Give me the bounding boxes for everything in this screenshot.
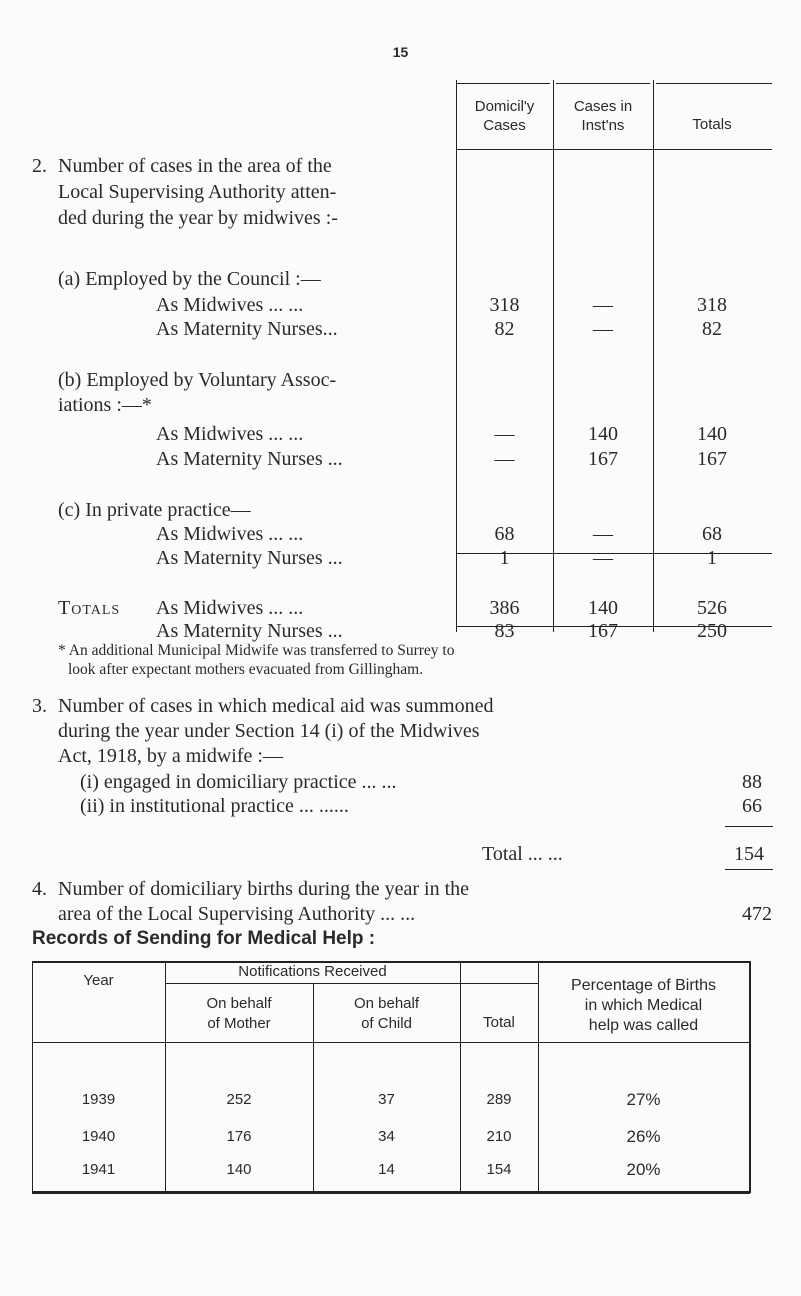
item-text-line: Act, 1918, by a midwife :— <box>58 745 283 767</box>
table-rule <box>32 961 33 1193</box>
cell-total: 82 <box>702 318 722 340</box>
header-child <box>313 994 460 1034</box>
header-percentage <box>538 976 749 1036</box>
header-child-line: On behalf <box>353 995 420 1012</box>
total-value: 154 <box>734 843 764 865</box>
footnote <box>58 641 454 679</box>
sub-item-label: (ii) in institutional practice ... ...... <box>80 795 349 817</box>
table-rule <box>32 1042 750 1043</box>
section-heading: (b) Employed by Voluntary Assoc- <box>58 369 337 391</box>
header-domiciliary: Domicil'y Cases <box>474 98 535 134</box>
table-rule <box>460 961 461 1193</box>
footnote-line: * An additional Municipal Midwife was transferred to Surrey to <box>58 642 455 659</box>
cell-domiciliary: 83 <box>494 620 515 642</box>
item-number: 4. <box>32 878 47 900</box>
table-rule <box>456 83 550 84</box>
item-value: 472 <box>742 903 772 925</box>
cell-domiciliary: 1 <box>499 547 510 569</box>
page-number: 15 <box>392 44 409 60</box>
header-mother <box>165 994 313 1034</box>
totals-label: Totals <box>58 597 121 619</box>
cell-child: 37 <box>378 1091 395 1108</box>
section-heading: (a) Employed by the Council :— <box>58 268 321 290</box>
cell-total: 526 <box>697 597 727 619</box>
cell-child: 34 <box>378 1128 395 1145</box>
sub-item-value: 88 <box>742 771 762 793</box>
cell-institutions: 167 <box>588 448 618 470</box>
header-mother-line: of Mother <box>207 1015 271 1032</box>
cell-institutions: 167 <box>588 620 618 642</box>
cell-total: 210 <box>486 1128 512 1145</box>
cell-domiciliary: 386 <box>489 597 520 619</box>
cell-percentage: 26% <box>626 1127 661 1146</box>
header-institutions: Cases in Inst'ns <box>573 98 633 134</box>
table-rule <box>460 983 538 984</box>
item-text-line: area of the Local Supervising Authority ... ... <box>58 903 416 925</box>
cell-institutions: 140 <box>588 597 618 619</box>
cell-institutions: — <box>593 318 613 340</box>
cell-percentage: 27% <box>626 1090 661 1109</box>
section-heading: (c) In private practice— <box>58 499 251 521</box>
cell-domiciliary: 82 <box>494 318 515 340</box>
cell-total: 1 <box>707 547 717 569</box>
item-text-line: Number of cases in the area of the <box>58 155 332 177</box>
item-number: 3. <box>32 695 47 717</box>
cell-year: 1941 <box>81 1161 116 1178</box>
cell-institutions: — <box>593 547 613 569</box>
sub-item-label: (i) engaged in domiciliary practice ... ... <box>80 771 397 793</box>
table-rule <box>556 83 650 84</box>
cell-total: 68 <box>702 523 722 545</box>
cell-institutions: — <box>593 294 613 316</box>
table-rule <box>32 1191 750 1194</box>
item-text-line: Number of cases in which medical aid was summoned <box>58 695 494 717</box>
table-rule <box>656 83 772 84</box>
cell-institutions: — <box>593 523 613 545</box>
item-text-line: ded during the year by midwives :- <box>58 207 338 229</box>
cell-mother: 140 <box>226 1161 252 1178</box>
table-rule <box>456 149 772 150</box>
section-title: Records of Sending for Medical Help : <box>32 928 376 949</box>
footnote-line: look after expectant mothers evacuated from Gillingham. <box>68 661 424 678</box>
cell-domiciliary: 68 <box>494 523 515 545</box>
header-percentage-line: help was called <box>588 1017 699 1034</box>
sum-rule <box>725 869 773 870</box>
header-percentage-line: in which Medical <box>584 997 703 1014</box>
cell-total: 140 <box>697 423 727 445</box>
row-label: As Maternity Nurses ... <box>156 547 343 569</box>
cell-institutions: 140 <box>588 423 618 445</box>
header-child-line: of Child <box>361 1015 412 1032</box>
cell-percentage: 20% <box>626 1160 661 1179</box>
cell-total: 318 <box>697 294 727 316</box>
cell-domiciliary: — <box>494 448 515 470</box>
header-notifications: Notifications Received <box>238 963 387 980</box>
row-label: As Midwives ... ... <box>156 423 304 445</box>
row-label: As Maternity Nurses... <box>156 318 338 340</box>
cell-year: 1939 <box>81 1091 116 1108</box>
cell-mother: 252 <box>226 1091 252 1108</box>
header-percentage-line: Percentage of Births <box>571 977 716 994</box>
header-mother-line: On behalf <box>206 995 272 1012</box>
item-text-line: during the year under Section 14 (i) of the Midwives <box>58 720 480 742</box>
item-text-line: Number of domiciliary births during the year in the <box>58 878 470 900</box>
cell-domiciliary: — <box>494 423 515 445</box>
header-total: Total <box>483 1014 515 1031</box>
cell-total: 250 <box>697 620 727 642</box>
cell-total: 289 <box>486 1091 512 1108</box>
row-label: As Midwives ... ... <box>156 523 304 545</box>
cell-child: 14 <box>378 1161 395 1178</box>
total-label: Total ... ... <box>482 843 563 865</box>
cell-year: 1940 <box>81 1128 116 1145</box>
row-label: As Maternity Nurses ... <box>156 448 343 470</box>
table-rule <box>749 961 751 1193</box>
cell-total: 167 <box>697 448 727 470</box>
header-totals: Totals <box>692 116 732 133</box>
cell-mother: 176 <box>226 1128 252 1145</box>
row-label: As Maternity Nurses ... <box>156 620 343 642</box>
cell-total: 154 <box>486 1161 512 1178</box>
row-label: As Midwives ... ... <box>156 597 304 619</box>
item-text-line: Local Supervising Authority atten- <box>58 181 337 203</box>
header-year: Year <box>83 972 114 989</box>
sum-rule <box>725 826 773 827</box>
cell-domiciliary: 318 <box>489 294 520 316</box>
item-number: 2. <box>32 155 47 177</box>
sub-item-value: 66 <box>742 795 762 817</box>
section-heading: iations :—* <box>58 394 152 416</box>
row-label: As Midwives ... ... <box>156 294 304 316</box>
